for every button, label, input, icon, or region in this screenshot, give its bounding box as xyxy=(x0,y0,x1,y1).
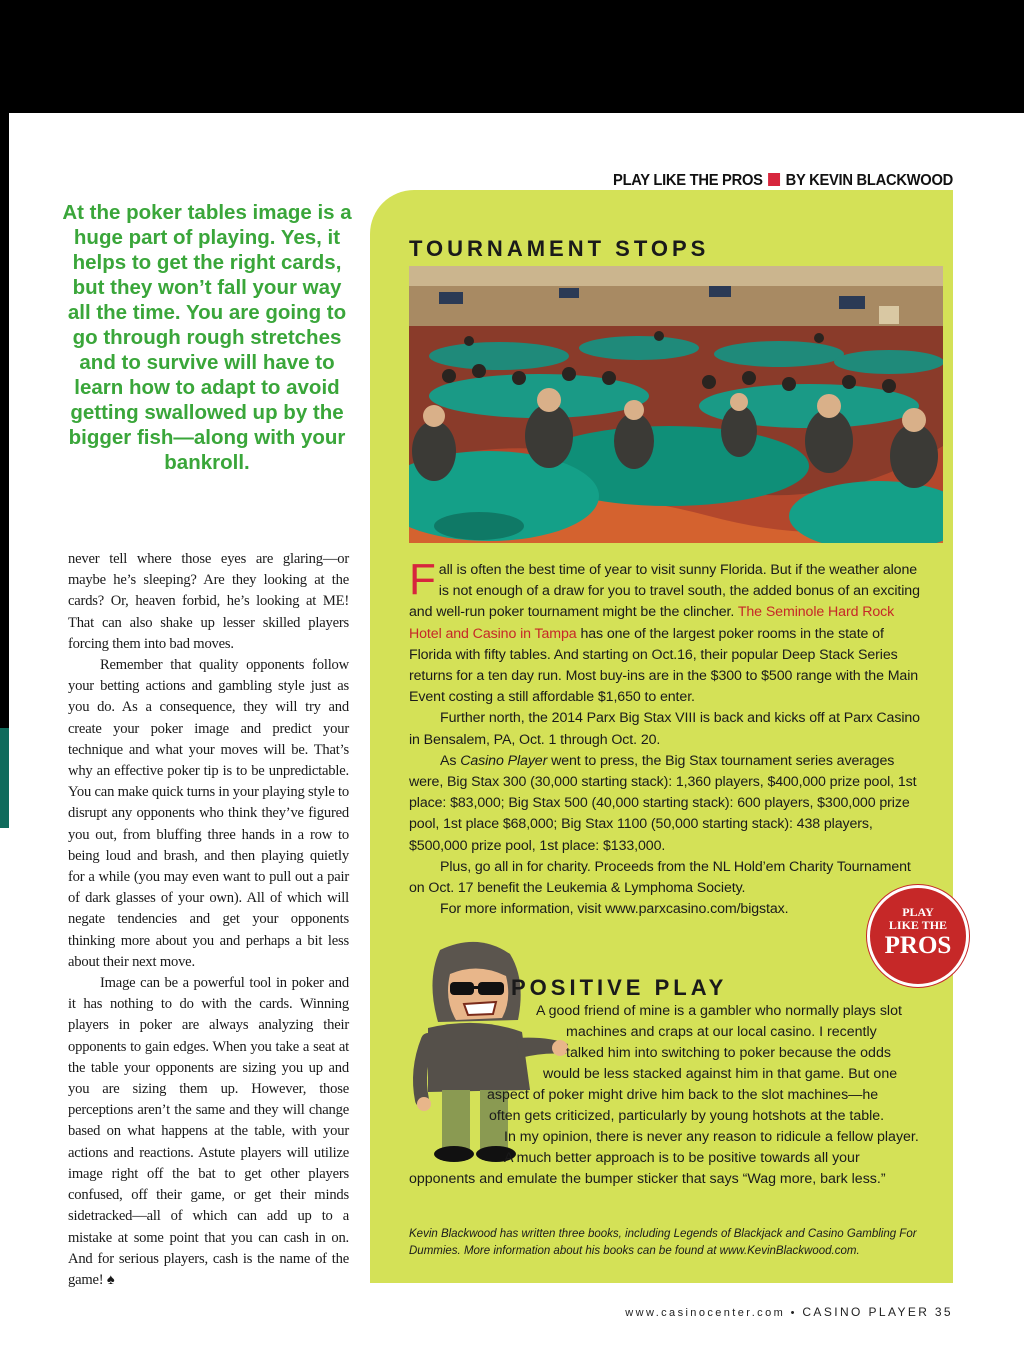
footer-separator: • xyxy=(790,1307,797,1319)
left-paragraph-2: Remember that quality opponents follow your betting actions and gambling style just as you do. As a consequence, they will try and create your poker image and predict your technique and what your moves will be. That’s why an effective poker tip is to be unpredictable. You can make quick turns in your playing style to disrupt any opponents who think they’ve figured you out, from bluffing three hands in a row to being loud and brash, and then playing quietly for a while (you may even want to pull out a pair of dark glasses of your own). All of which will negate tendencies and get your opponents thinking more about you and perhaps a bit less about their next move. xyxy=(68,657,349,970)
left-paragraph-3-text: Image can be a powerful tool in poker and it has nothing to do with the cards. Winning players in poker are always analyzing their opponents to gain edges. When you take a seat at the table your opponents are sizing you up and you are sizing them up. However, those perceptions aren’t the same and they will change based on what happens at the table, with your actions and reactions. Astute players will utilize image right off the bat to get other players confused, off their game, or get their minds sidetracked—all of which can add up to a mistake at some point that you can cash in on. And for serious players, cash is the name of the game! xyxy=(68,975,349,1288)
byline: BY KEVIN BLACKWOOD xyxy=(785,172,953,189)
tournament-paragraph-4: Plus, go all in for charity. Proceeds from the NL Hold’em Charity Tournament on Oct. 17 benefit the Leukemia & Lymphoma Society. xyxy=(409,858,911,897)
tournament-p1-end: has one of the largest poker rooms in the state of Florida with fifty tables. And starting on Oct.16, their popular Deep Stack Series returns for a ten day run. Most buy-ins are in the $300 to $500 range with the Main Event costing a still affordable $1,650 to enter. xyxy=(409,625,919,706)
positive-line-1: A good friend of mine is a gambler who normally plays slot xyxy=(536,1003,902,1019)
red-square-icon xyxy=(768,173,780,186)
tournament-title: TOURNAMENT STOPS xyxy=(409,236,710,261)
tournament-p3-as: As xyxy=(440,752,457,769)
section-label: PLAY LIKE THE PROS xyxy=(613,172,763,189)
spade-end-icon: ♠ xyxy=(106,1271,115,1288)
badge-line-1: PLAY xyxy=(902,905,934,919)
footer-magazine: CASINO PLAYER xyxy=(802,1305,930,1319)
drop-cap: F xyxy=(409,555,436,604)
pull-quote: At the poker tables image is a huge part of playing. Yes, it helps to get the right cards, but they won’t fall your way all the time. You are going to go through rough stretches and to survive will have to learn how to adapt to avoid getting swallowed up by the bigger fish—along with your bankroll. xyxy=(62,201,352,474)
left-page-edge xyxy=(0,113,9,828)
poker-room-photo xyxy=(409,266,943,543)
badge-line-3: PROS xyxy=(884,932,952,959)
page-number: 35 xyxy=(934,1305,953,1319)
left-column-text xyxy=(68,549,349,1291)
tournament-paragraph-2: Further north, the 2014 Parx Big Stax VIII is back and kicks off at Parx Casino in Bensalem, PA, Oct. 1 through Oct. 20. xyxy=(409,710,920,748)
tournament-p3-rest: went to press, the Big Stax tournament series averages were, Big Stax 300 (30,000 starting stack): 1,360 players, $400,000 prize pool, 1st place: $83,000; Big Stax 500 (40,000 starting stack): 600 players, $300,000 prize pool, 1st place $68,000; Big Stax 1100 (50,000 starting stack): 438 players, $500,000 prize pool, 1st place: $133,000. xyxy=(409,752,917,854)
positive-line-2: machines and craps at our local casino. I recently xyxy=(566,1024,877,1040)
play-like-the-pros-badge xyxy=(867,885,969,987)
positive-line-4: would be less stacked against him in that game. But one xyxy=(543,1066,898,1082)
left-paragraph-3 xyxy=(68,973,349,1291)
tournament-body xyxy=(409,555,929,920)
badge-line-2: LIKE THE xyxy=(888,918,948,932)
positive-line-7: In my opinion, there is never any reason to ridicule a fellow player. xyxy=(504,1129,919,1145)
page-footer xyxy=(600,1305,953,1319)
footer-site: www.casinocenter.com xyxy=(625,1307,786,1319)
section-header xyxy=(536,172,953,190)
positive-line-3: talked him into switching to poker because the odds xyxy=(566,1045,891,1061)
seminole-hard-rock-link: The Seminole Hard Rock Hotel and Casino in Tampa xyxy=(409,604,895,642)
author-bio: Kevin Blackwood has written three books, including Legends of Blackjack and Casino Gambling For Dummies. More information about his books can be found at www.KevinBlackwood.com. xyxy=(409,1228,917,1257)
top-black-bar xyxy=(0,0,1024,113)
tournament-paragraph-5: For more information, visit www.parxcasino.com/bigstax. xyxy=(440,901,789,918)
positive-play-title: POSITIVE PLAY xyxy=(511,975,728,1000)
positive-line-5: aspect of poker might drive him back to the slot machines—he xyxy=(487,1087,879,1103)
casino-player-italic: Casino Player xyxy=(460,752,548,769)
left-paragraph-1: never tell where those eyes are glaring—or maybe he’s sleeping? Are they looking at the cards? Or, heaven forbid, he’s looking at ME! That can also shake up lesser skilled players forcing them into bad moves. xyxy=(68,551,349,652)
tournament-paragraph-3 xyxy=(409,751,929,857)
tournament-p1-start: all is often the best time of year to visit sunny Florida. But if the weather alone is not enough of a draw for you to travel south, the added bonus of an exciting and well-run poker tournament might be the clincher. xyxy=(409,562,920,621)
positive-line-9: opponents and emulate the bumper sticker that says “Wag more, bark less.” xyxy=(409,1171,886,1187)
positive-line-6: often gets criticized, particularly by young hotshots at the table. xyxy=(489,1108,885,1124)
positive-line-8: A much better approach is to be positive towards all your xyxy=(504,1150,860,1166)
left-teal-tab xyxy=(0,728,9,828)
tournament-paragraph-1 xyxy=(409,555,929,708)
